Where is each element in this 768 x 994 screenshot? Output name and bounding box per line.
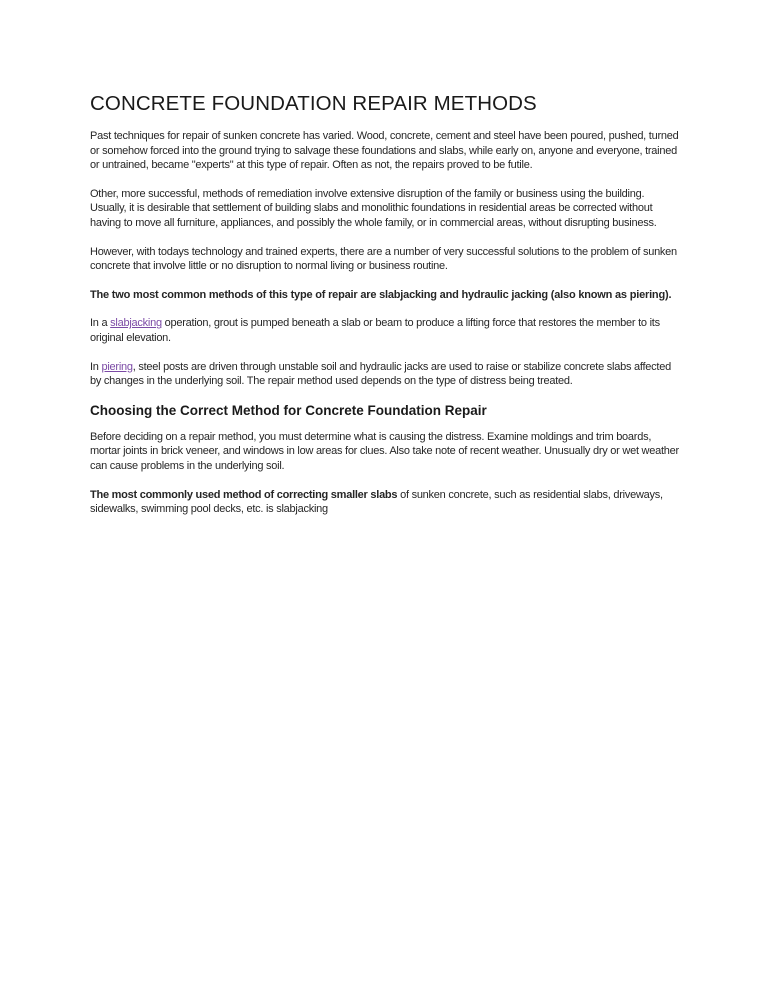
- paragraph-before-deciding: Before deciding on a repair method, you must determine what is causing the distress. Examine moldings and trim boards, mortar joints in brick veneer, and windows in low areas for clues. Also take note of recent weather. Unusually dry or wet weather can cause problems in the underlying soil.: [90, 430, 679, 472]
- document-body: [90, 92, 682, 531]
- text-fragment: of sunken concrete, such as residential slabs, driveways, sidewalks, swimming pool decks, etc. is slabjacking: [90, 488, 663, 516]
- section-heading-choosing-method: Choosing the Correct Method for Concrete Foundation Repair: [90, 402, 487, 418]
- paragraph-todays-technology: However, with todays technology and trained experts, there are a number of very successful solutions to the problem of sunken concrete that involve little or no disruption to normal living or business routine.: [90, 245, 677, 273]
- document-title: CONCRETE FOUNDATION REPAIR METHODS: [90, 92, 537, 115]
- paragraph-most-common-method: [90, 488, 682, 517]
- paragraph-common-methods: The two most common methods of this type of repair are slabjacking and hydraulic jacking (also known as piering).: [90, 288, 672, 301]
- text-fragment: In: [90, 360, 102, 373]
- paragraph-past-techniques: Past techniques for repair of sunken concrete has varied. Wood, concrete, cement and steel have been poured, pushed, turned or somehow forced into the ground trying to salvage these foundations and slabs, while early on, anyone and everyone, trained or untrained, became "experts" at this type of repair. Often as not, the repairs proved to be futile.: [90, 130, 679, 172]
- text-fragment: In a: [90, 317, 111, 330]
- bold-lead-text: The most commonly used method of correcting smaller slabs: [90, 488, 398, 501]
- slabjacking-link[interactable]: slabjacking: [110, 317, 162, 330]
- paragraph-piering: [90, 360, 682, 389]
- text-fragment: , steel posts are driven through unstable soil and hydraulic jacks are used to raise or stabilize concrete slabs affected by changes in the underlying soil. The repair method used depends on the type of distress being treated.: [90, 360, 671, 388]
- piering-link[interactable]: piering: [101, 360, 133, 373]
- paragraph-other-methods: Other, more successful, methods of remediation involve extensive disruption of the family or business using the building. Usually, it is desirable that settlement of building slabs and monolithic foundations in residential areas be corrected without having to move all furniture, appliances, and possibly the whole family, or in commercial areas, without disrupting business.: [90, 187, 657, 229]
- paragraph-slabjacking: [90, 316, 682, 345]
- text-fragment: operation, grout is pumped beneath a slab or beam to produce a lifting force that restores the member to its original elevation.: [90, 317, 660, 344]
